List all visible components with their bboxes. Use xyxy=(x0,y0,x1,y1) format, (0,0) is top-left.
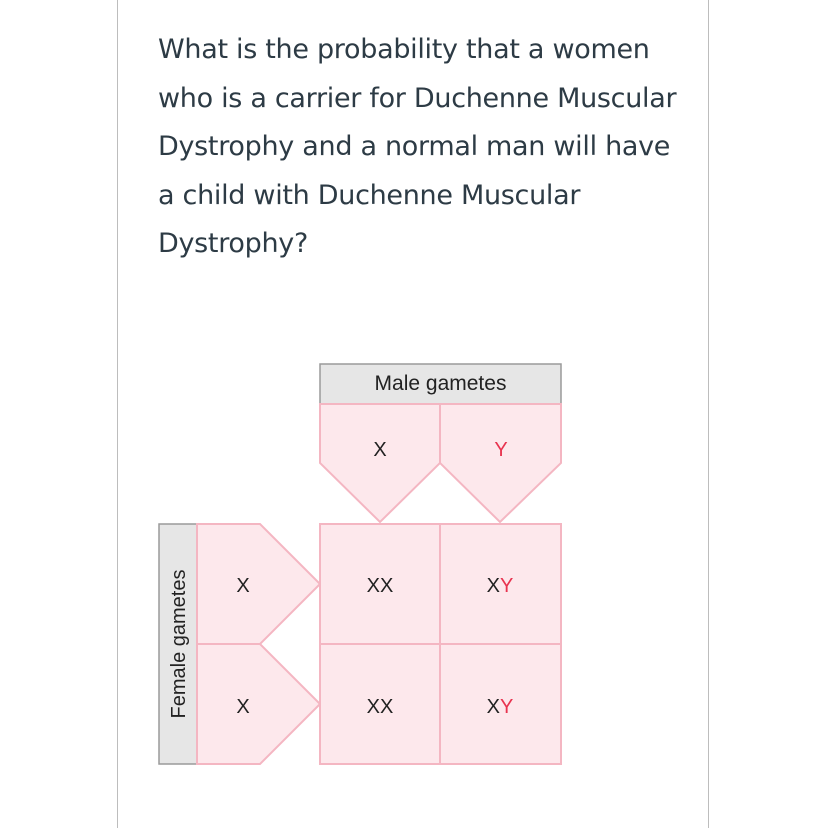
genotype-xx: XX xyxy=(366,575,394,597)
male-gamete-x-label: X xyxy=(373,439,387,461)
genotype-xy: XY xyxy=(486,696,514,718)
female-gamete-x-shape xyxy=(197,644,320,764)
genotype-xx: XX xyxy=(366,696,394,718)
question-text: What is the probability that a women who is a carrier for Duchenne Muscular Dystrophy and a normal man will have a child with Duchenne Muscular Dystrophy? xyxy=(158,34,677,259)
male-gamete-y-shape xyxy=(440,404,561,522)
male-header-label: Male gametes xyxy=(374,372,507,395)
male-gamete-x-shape xyxy=(320,404,440,522)
male-gamete-y-label: Y xyxy=(494,439,508,461)
genotype-xy: XY xyxy=(486,575,514,597)
female-gamete-x-shape xyxy=(197,524,320,644)
female-gamete-x-label: X xyxy=(236,575,250,597)
female-gamete-x-label: X xyxy=(236,696,250,718)
female-header-label: Female gametes xyxy=(168,569,190,719)
